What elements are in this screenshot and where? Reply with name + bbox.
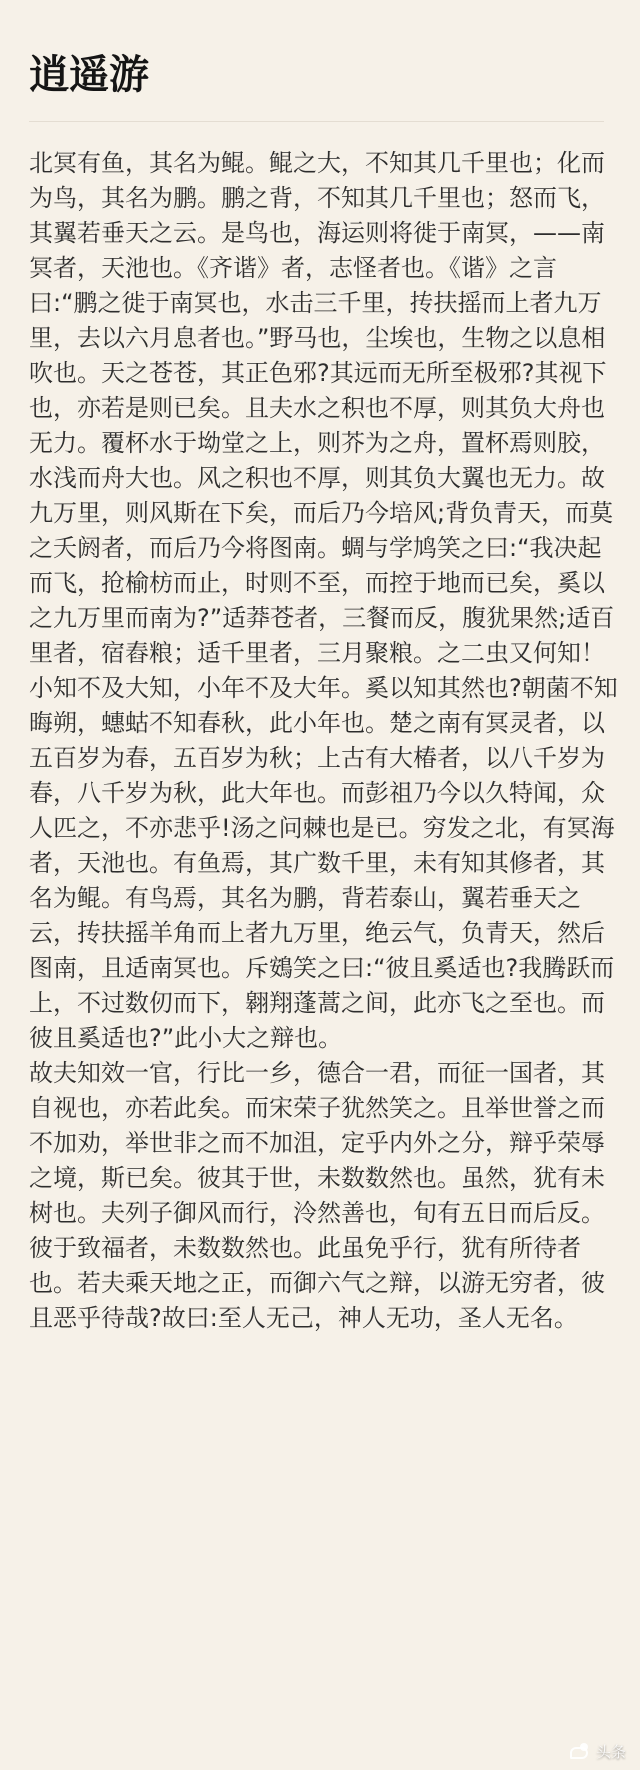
- article-body: [29, 146, 618, 1336]
- article-paragraph-1: 北冥有鱼，其名为鲲。鲲之大，不知其几千里也；化而为鸟，其名为鹏。鹏之背，不知其几千里也；怒而飞，其翼若垂天之云。是鸟也，海运则将徙于南冥，——南冥者，天池也。《齐谐》者，志怪者也。《谐》之言曰:“鹏之徙于南冥也，水击三千里，抟扶摇而上者九万里，去以六月息者也。”野马也，尘埃也，生物之以息相吹也。天之苍苍，其正色邪?其远而无所至极邪?其视下也，亦若是则已矣。且夫水之积也不厚，则其负大舟也无力。覆杯水于坳堂之上，则芥为之舟，置杯焉则胶，水浅而舟大也。风之积也不厚，则其负大翼也无力。故九万里，则风斯在下矣，而后乃今培风;背负青天，而莫之夭阏者，而后乃今将图南。蜩与学鸠笑之曰:“我决起而飞，抢榆枋而止，时则不至，而控于地而已矣，奚以之九万里而南为?”适莽苍者，三餐而反，腹犹果然;适百里者，宿舂粮；适千里者，三月聚粮。之二虫又何知！: [29, 149, 615, 667]
- article-paragraph-2: 小知不及大知，小年不及大年。奚以知其然也?朝菌不知晦朔，蟪蛄不知春秋，此小年也。楚之南有冥灵者，以五百岁为春，五百岁为秋；上古有大椿者，以八千岁为春，八千岁为秋，此大年也。而彭祖乃今以久特闻，众人匹之，不亦悲乎!汤之问棘也是已。穷发之北，有冥海者，天池也。有鱼焉，其广数千里，未有知其修者，其名为鲲。有鸟焉，其名为鹏，背若泰山，翼若垂天之云，抟扶摇羊角而上者九万里，绝云气，负青天，然后图南，且适南冥也。斥鴳笑之曰:“彼且奚适也?我腾跃而上，不过数仞而下，翱翔蓬蒿之间，此亦飞之至也。而彼且奚适也?”此小大之辩也。: [29, 674, 618, 1052]
- page-title: 逍遥游: [29, 51, 149, 98]
- article-paragraph-3: 故夫知效一官，行比一乡，德合一君，而征一国者，其自视也，亦若此矣。而宋荣子犹然笑之。且举世誉之而不加劝，举世非之而不加沮，定乎内外之分，辩乎荣辱之境，斯已矣。彼其于世，未数数然也。虽然，犹有未树也。夫列子御风而行，泠然善也，旬有五日而后反。彼于致福者，未数数然也。此虽免乎行，犹有所待者也。若夫乘天地之正，而御六气之辩，以游无穷者，彼且恶乎待哉?故曰:至人无己，神人无功，圣人无名。: [29, 1059, 605, 1332]
- title-divider: [29, 121, 604, 122]
- platform-watermark: [569, 1741, 626, 1762]
- watermark-label: 头条: [595, 1743, 626, 1761]
- chat-bubble-icon: [569, 1743, 591, 1761]
